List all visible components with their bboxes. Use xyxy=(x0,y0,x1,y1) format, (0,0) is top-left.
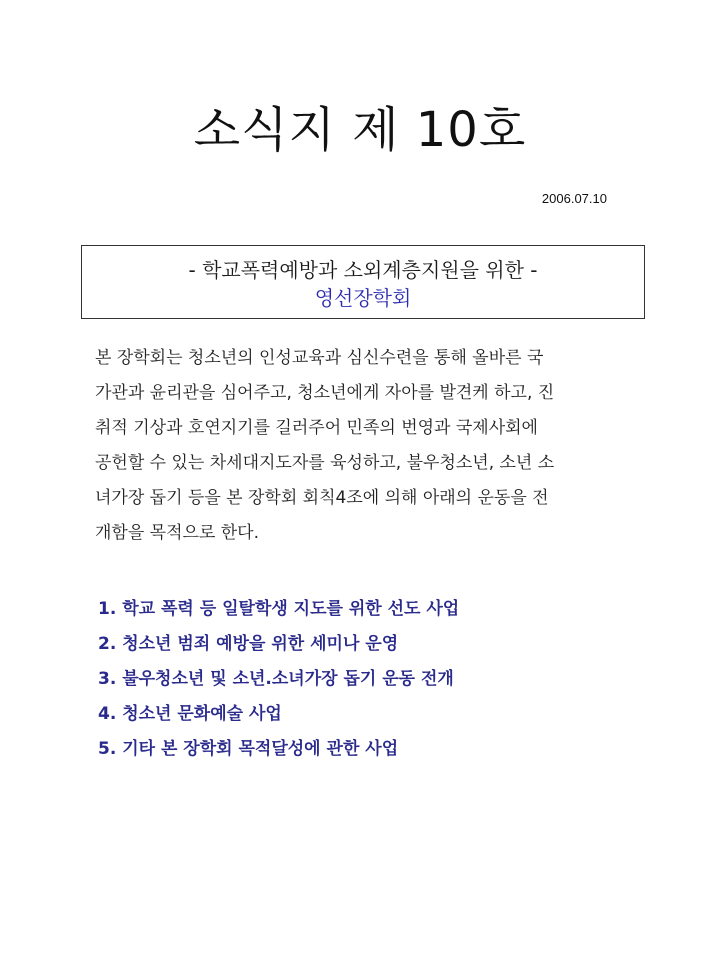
objective-item: 4. 청소년 문화예술 사업 xyxy=(98,704,282,724)
page-title: 소식지 제 10호 xyxy=(193,102,527,158)
intro-line: 취적 기상과 호연지기를 길러주어 민족의 번영과 국제사회에 xyxy=(95,418,538,438)
intro-paragraph xyxy=(95,341,635,551)
objective-item: 5. 기타 본 장학회 목적달성에 관한 사업 xyxy=(98,739,399,759)
header-box xyxy=(81,245,645,319)
intro-line: 가관과 윤리관을 심어주고, 청소년에게 자아를 발견케 하고, 진 xyxy=(95,383,555,403)
intro-line: 개함을 목적으로 한다. xyxy=(95,523,260,543)
intro-line: 녀가장 돕기 등을 본 장학회 회칙4조에 의해 아래의 운동을 전 xyxy=(95,488,549,508)
objective-item: 1. 학교 폭력 등 일탈학생 지도를 위한 선도 사업 xyxy=(98,599,460,619)
organization-name: 영선장학회 xyxy=(314,286,412,310)
objective-item: 3. 불우청소년 및 소년.소녀가장 돕기 운동 전개 xyxy=(98,669,454,689)
intro-line: 본 장학회는 청소년의 인성교육과 심신수련을 통해 올바른 국 xyxy=(95,348,544,368)
objective-item: 2. 청소년 범죄 예방을 위한 세미나 운영 xyxy=(98,634,399,654)
header-subtitle: - 학교폭력예방과 소외계층지원을 위한 - xyxy=(188,258,538,282)
issue-date: 2006.07.10 xyxy=(541,191,607,206)
objectives-list xyxy=(98,592,459,767)
intro-line: 공헌할 수 있는 차세대지도자를 육성하고, 불우청소년, 소년 소 xyxy=(95,453,555,473)
